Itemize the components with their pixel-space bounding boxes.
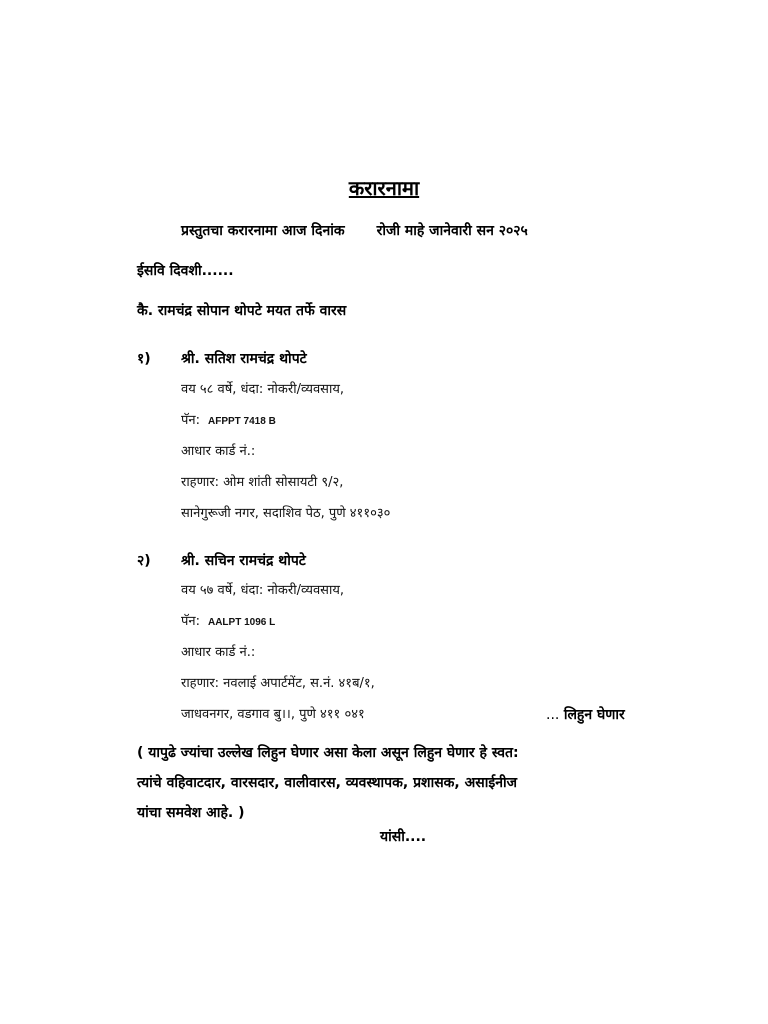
heir-1-address-line-2: सानेगुरूजी नगर, सदाशिव पेठ, पुणे ४११०३० xyxy=(181,506,391,521)
note-line-3: यांचा समवेश आहे. ) xyxy=(137,805,245,821)
note-line-2: त्यांचे वहिवाटदार, वारसदार, वालीवारस, व्यवस्थापक, प्रशासक, असाईनीज xyxy=(137,775,518,791)
closing-text: यांसी.... xyxy=(380,829,427,845)
intro-line-1: प्रस्तुतचा करारनामा आज दिनांक रोजी माहे जानेवारी सन २०२५ xyxy=(181,223,528,239)
heir-2-aadhar: आधार कार्ड नं.: xyxy=(181,645,256,660)
heir-1-age-occupation: वय ५८ वर्षे, धंदा: नोकरी/व्यवसाय, xyxy=(181,382,345,397)
heir-1-name: श्री. सतिश रामचंद्र थोपटे xyxy=(181,351,307,367)
heir-1-address-line-1: राहणार: ओम शांती सोसायटी ९/२, xyxy=(181,475,344,490)
heir-2-address-line-1: राहणार: नवलाई अपार्टमेंट, स.नं. ४१ब/१, xyxy=(181,676,375,691)
heir-1-number: १) xyxy=(137,351,151,367)
heir-2-number: २) xyxy=(137,553,151,569)
heirs-heading: कै. रामचंद्र सोपान थोपटे मयत तर्फे वारस xyxy=(137,303,347,319)
heir-1-aadhar: आधार कार्ड नं.: xyxy=(181,444,256,459)
heir-1-pan-value: AFPPT 7418 B xyxy=(207,416,276,427)
document-title: करारनामा xyxy=(348,176,420,200)
definition-note xyxy=(137,738,657,828)
heir-2-pan-value: AALPT 1096 L xyxy=(207,617,276,628)
heir-2-pan: पॅन: AALPT 1096 L xyxy=(181,614,276,629)
heir-2-address-line-2: जाधवनगर, वडगाव बु।।, पुणे ४११ ०४१ xyxy=(181,707,365,722)
heir-2-name: श्री. सचिन रामचंद्र थोपटे xyxy=(181,553,306,569)
heir-2-age-occupation: वय ५७ वर्षे, धंदा: नोकरी/व्यवसाय, xyxy=(181,583,345,598)
heir-1-pan: पॅन: AFPPT 7418 B xyxy=(181,413,276,428)
note-line-1: ( यापुढे ज्यांचा उल्लेख लिहुन घेणार असा केला असून लिहुन घेणार हे स्वत: xyxy=(137,745,519,761)
party-designation: ... लिहुन घेणार xyxy=(546,707,625,723)
intro-line-2: ईसवि दिवशी...... xyxy=(137,263,234,279)
